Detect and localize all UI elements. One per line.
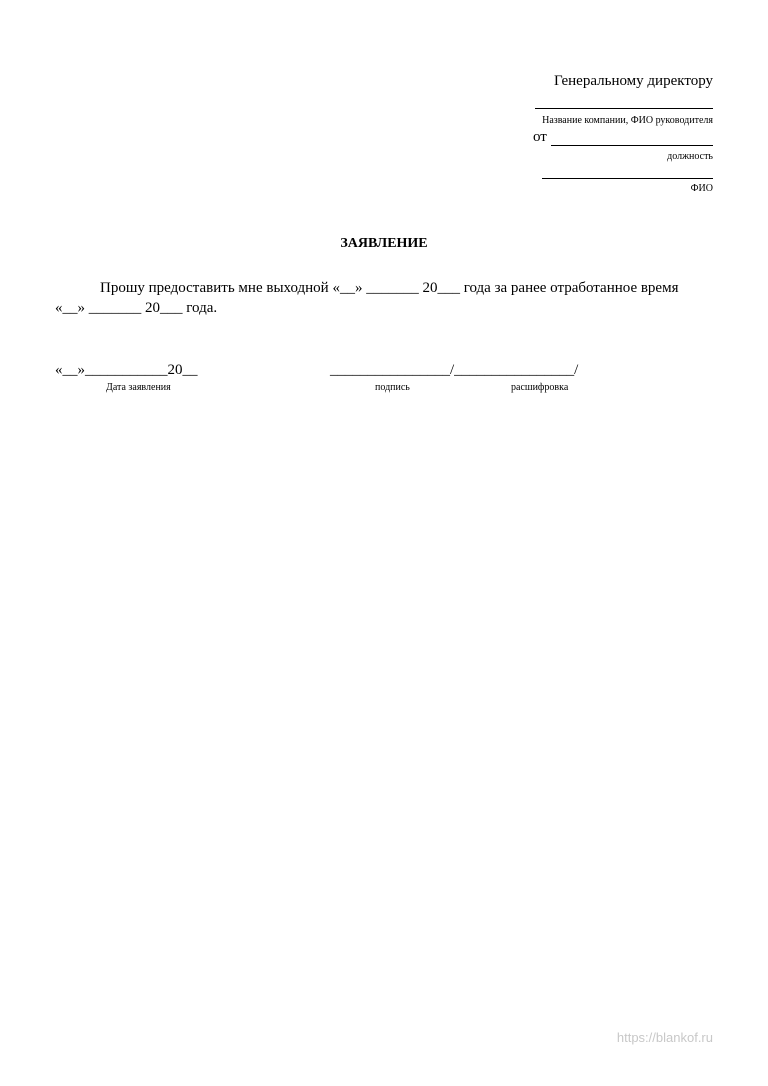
addressee-title: Генеральному директору — [553, 73, 713, 89]
fio-blank-line — [542, 178, 713, 179]
from-label: от — [533, 129, 547, 145]
decoding-caption: расшифровка — [511, 382, 569, 393]
company-blank-line — [535, 108, 713, 109]
signature-field: ________________/________________/ — [330, 362, 579, 378]
company-caption: Название компании, ФИО руководителя — [542, 115, 713, 126]
date-caption: Дата заявления — [106, 382, 171, 393]
signature-caption: подпись — [375, 382, 410, 393]
fio-caption: ФИО — [690, 183, 713, 194]
document-title: ЗАЯВЛЕНИЕ — [340, 236, 428, 251]
date-field: «__»___________20__ — [55, 362, 198, 378]
position-caption: должность — [667, 151, 713, 162]
position-blank-line — [551, 145, 713, 146]
body-text-line-1: Прошу предоставить мне выходной «__» _______ 20___ года за ранее отработанное время — [100, 280, 679, 296]
body-text-line-2: «__» _______ 20___ года. — [55, 300, 218, 316]
watermark-url: https://blankof.ru — [616, 1030, 713, 1045]
